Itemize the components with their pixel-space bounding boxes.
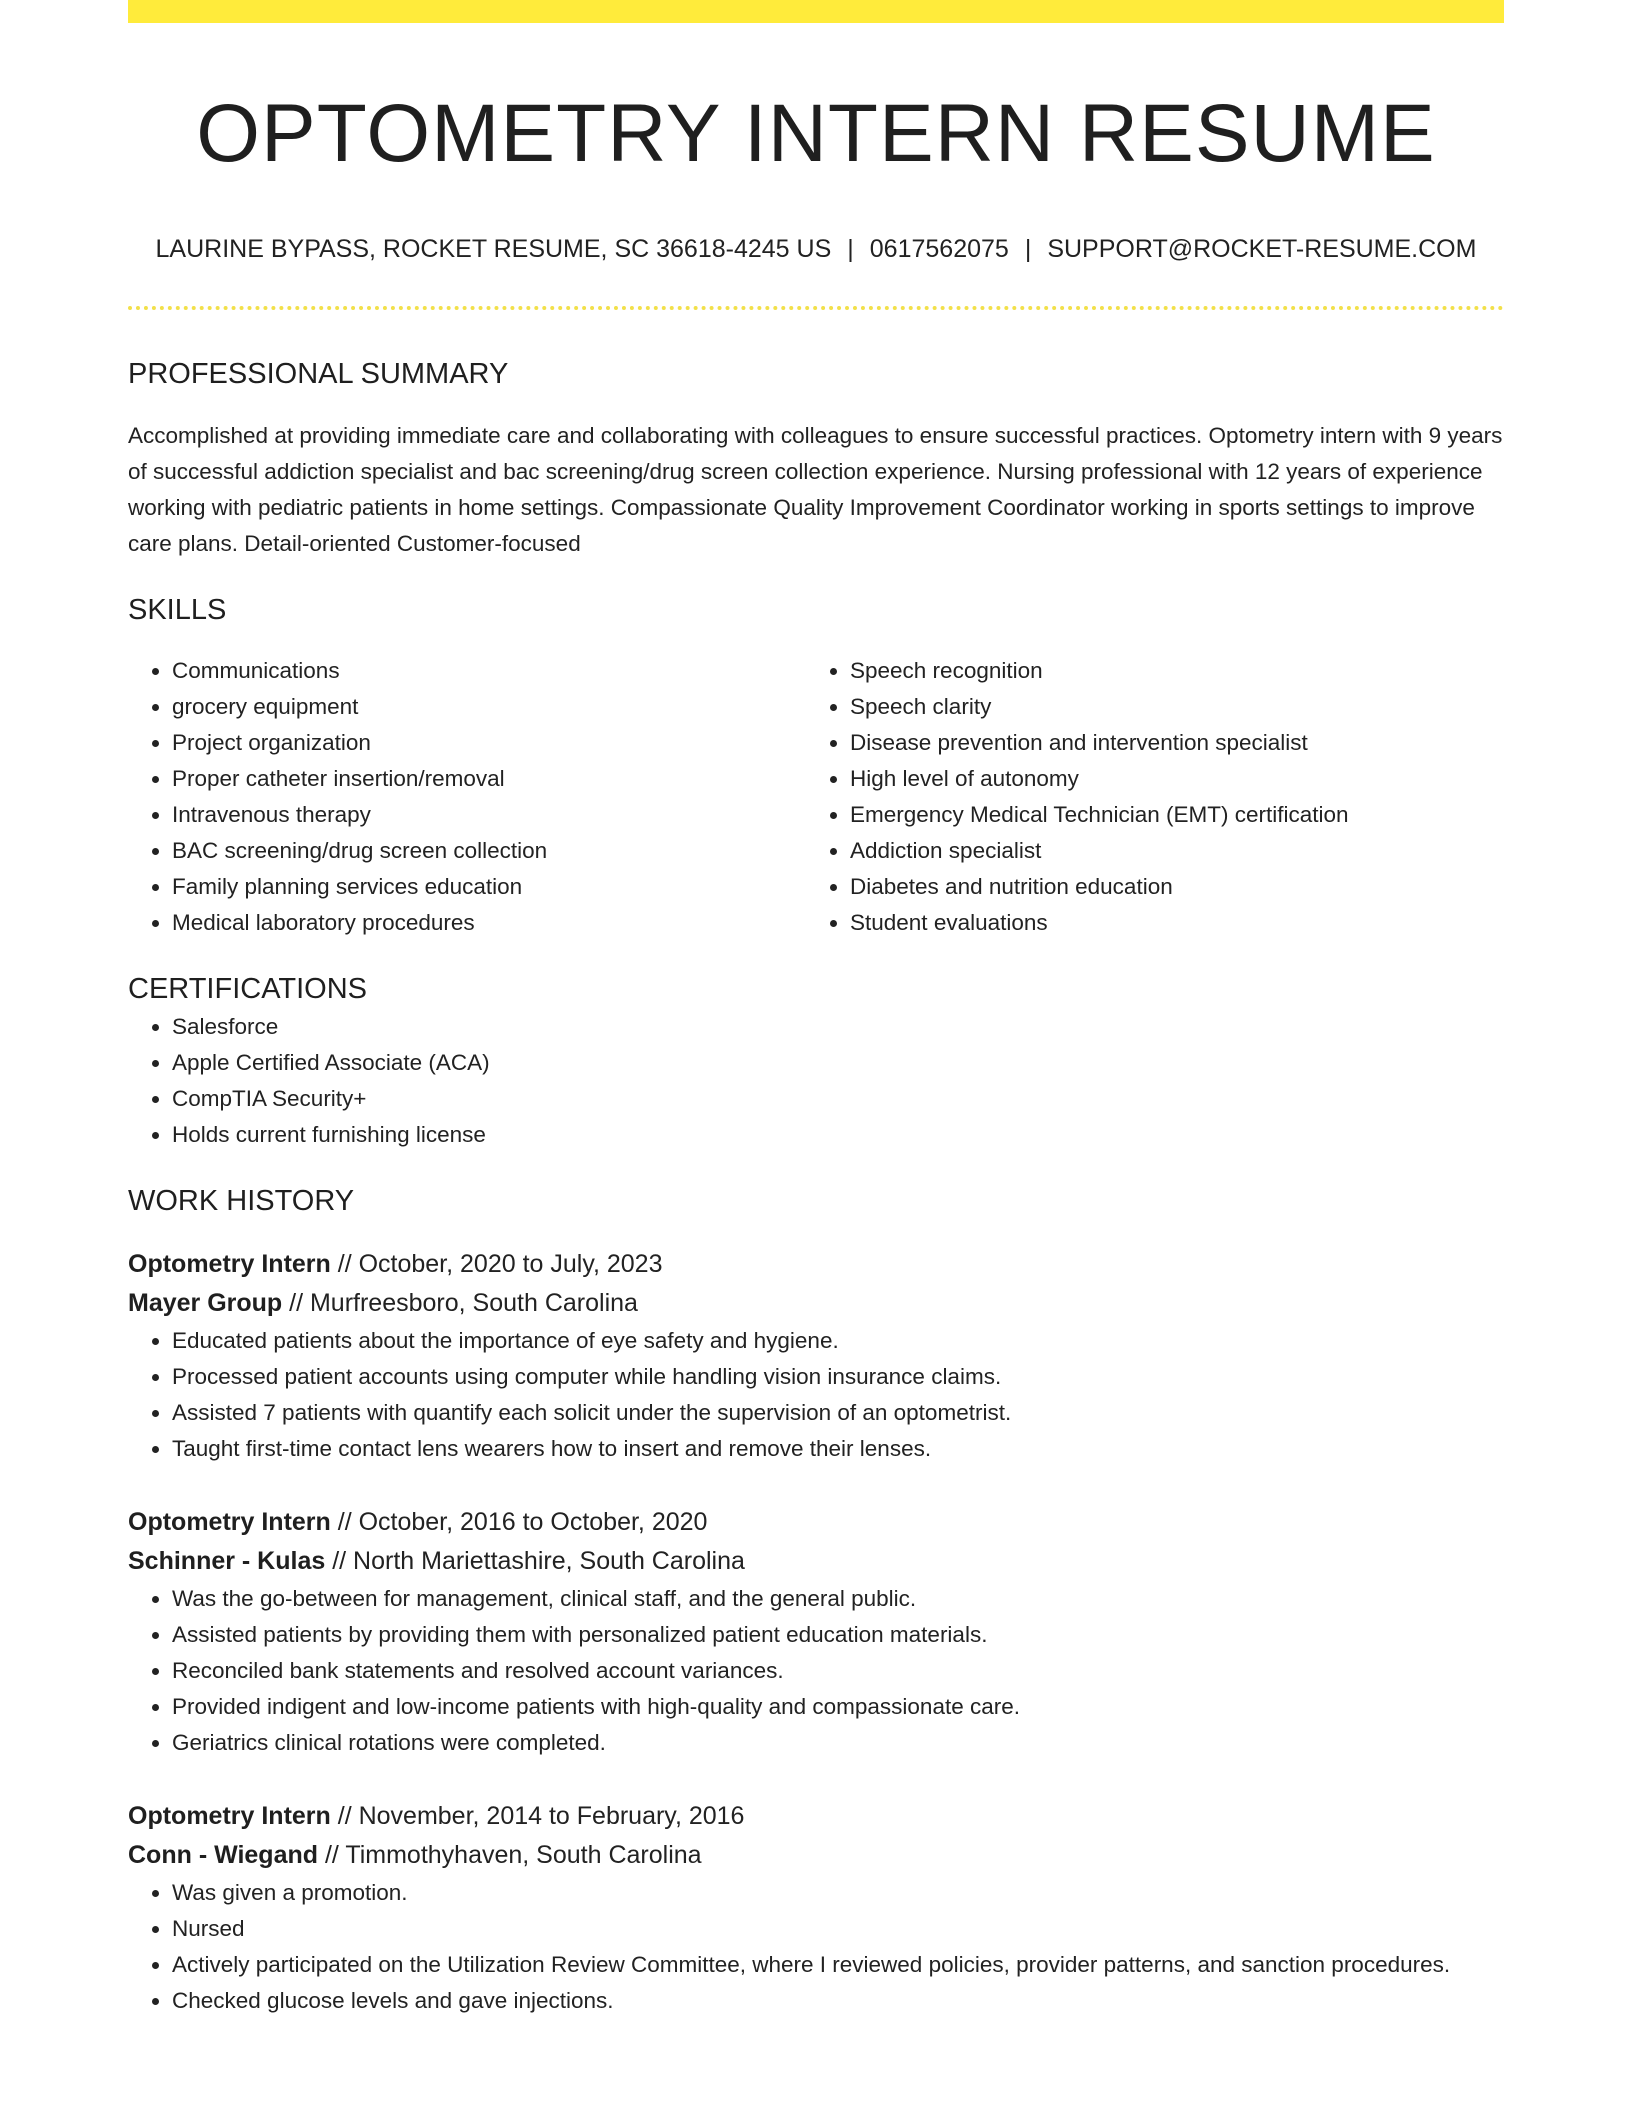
skill-item: • Student evaluations [850,905,1484,941]
job-dates: // October, 2020 to July, 2023 [330,1249,663,1278]
contact-line [128,233,1504,266]
job-duty: • Taught first-time contact lens wearers how to insert and remove their lenses. [172,1431,1504,1467]
skills-grid [128,653,1504,941]
skills-heading: SKILLS [128,593,227,626]
skill-item: • Family planning services education [172,869,806,905]
skills-column-left [128,653,806,941]
summary-text: Accomplished at providing immediate care and collaborating with colleagues to ensure successful practices. Optometry intern with 9 years of successful addiction specialist and bac screening/drug screen collection experience. Nursing professional with 12 years of experience working with pediatric patients in home settings. Compassionate Quality Improvement Coordinator working in sports settings to improve care plans. Detail-oriented Customer-focused [128,422,1503,556]
skill-item: • Communications [172,653,806,689]
skills-list-left [128,653,806,941]
skills-list-right [806,653,1484,941]
job-entry [128,1245,1504,1467]
job-title: Optometry Intern [128,1801,331,1830]
job-title-line [128,1245,1504,1284]
job-duty: • Actively participated on the Utilization Review Committee, where I reviewed policies, provider patterns, and sanction procedures. [172,1947,1504,1983]
job-duty: • Provided indigent and low-income patients with high-quality and compassionate care. [172,1689,1504,1725]
job-entry [128,1503,1504,1761]
job-title-line [128,1797,1504,1836]
summary-heading: PROFESSIONAL SUMMARY [128,357,509,390]
job-company-line [128,1284,1504,1323]
skill-item: • Disease prevention and intervention specialist [850,725,1484,761]
skill-item: • Diabetes and nutrition education [850,869,1484,905]
skills-column-right [806,653,1484,941]
job-duty: • Reconciled bank statements and resolved account variances. [172,1653,1504,1689]
contact-email: SUPPORT@ROCKET-RESUME.COM [1047,235,1477,264]
job-duties-list [128,1323,1504,1467]
contact-separator: | [1024,235,1032,264]
job-duty: • Assisted 7 patients with quantify each solicit under the supervision of an optometrist. [172,1395,1504,1431]
job-entry [128,1797,1504,2019]
dotted-divider [128,306,1504,310]
skill-item: • grocery equipment [172,689,806,725]
certification-item: • CompTIA Security+ [172,1081,1504,1117]
job-company-line [128,1836,1504,1875]
job-company: Conn - Wiegand [128,1840,319,1869]
certifications-list [128,1009,1504,1153]
job-duty: • Processed patient accounts using computer while handling vision insurance claims. [172,1359,1504,1395]
work-history-heading: WORK HISTORY [128,1184,355,1217]
job-title: Optometry Intern [128,1249,331,1278]
job-location: // Murfreesboro, South Carolina [282,1288,638,1317]
job-dates: // November, 2014 to February, 2016 [330,1801,745,1830]
page-title: OPTOMETRY INTERN RESUME [196,88,1436,179]
job-duty: • Checked glucose levels and gave injections. [172,1983,1504,2019]
skill-item: • Speech clarity [850,689,1484,725]
contact-address: LAURINE BYPASS, ROCKET RESUME, SC 36618-4245 US [155,235,832,264]
job-duty: • Assisted patients by providing them with personalized patient education materials. [172,1617,1504,1653]
contact-separator: | [847,235,854,264]
accent-bar [128,0,1504,23]
skill-item: • Addiction specialist [850,833,1484,869]
certifications-heading: CERTIFICATIONS [128,973,367,1006]
skill-item: • Speech recognition [850,653,1484,689]
job-duties-list [128,1581,1504,1761]
certification-item: • Apple Certified Associate (ACA) [172,1045,1504,1081]
job-duty: • Nursed [172,1911,1504,1947]
skill-item: • Medical laboratory procedures [172,905,806,941]
job-location: // Timmothyhaven, South Carolina [318,1840,702,1869]
job-location: // North Mariettashire, South Carolina [325,1546,745,1575]
job-duties-list [128,1875,1504,2019]
job-title: Optometry Intern [128,1507,331,1536]
job-company: Mayer Group [128,1288,283,1317]
skill-item: • Proper catheter insertion/removal [172,761,806,797]
resume-page [128,0,1504,2019]
job-company: Schinner - Kulas [128,1546,326,1575]
contact-phone: 0617562075 [869,235,1009,264]
job-duty: • Was the go-between for management, clinical staff, and the general public. [172,1581,1504,1617]
job-duty: • Geriatrics clinical rotations were completed. [172,1725,1504,1761]
skill-item: • High level of autonomy [850,761,1484,797]
skill-item: • Emergency Medical Technician (EMT) certification [850,797,1484,833]
job-duty: • Educated patients about the importance of eye safety and hygiene. [172,1323,1504,1359]
skill-item: • Intravenous therapy [172,797,806,833]
skill-item: • Project organization [172,725,806,761]
job-dates: // October, 2016 to October, 2020 [330,1507,708,1536]
certification-item: • Salesforce [172,1009,1504,1045]
certification-item: • Holds current furnishing license [172,1117,1504,1153]
job-company-line [128,1542,1504,1581]
job-duty: • Was given a promotion. [172,1875,1504,1911]
job-title-line [128,1503,1504,1542]
skill-item: • BAC screening/drug screen collection [172,833,806,869]
